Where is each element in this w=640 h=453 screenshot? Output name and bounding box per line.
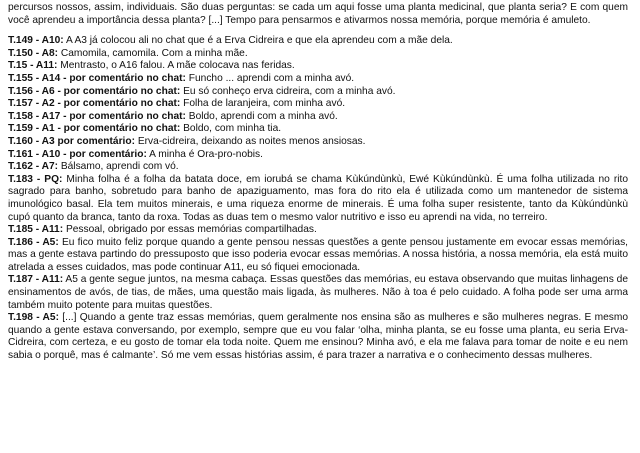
speaker-label: T.158 - A17 - por comentário no chat: [8,110,186,122]
entry-text: Boldo, com minha tia. [180,123,282,135]
transcript-entry [8,237,628,275]
entry-text: A minha é Ora-pro-nobis. [146,148,263,160]
speaker-label: T.183 - PQ: [8,173,63,185]
speaker-label: T.161 - A10 - por comentário: [8,148,147,160]
transcript-entry [8,86,628,99]
speaker-label: T.162 - A7: [8,161,59,173]
transcript-entry [8,161,628,174]
transcript-entry [8,35,628,48]
entry-text: Folha de laranjeira, com minha avó. [180,98,346,110]
transcript-entry [8,48,628,61]
speaker-label: T.198 - A5: [8,312,59,324]
entry-text: Eu só conheço erva cidreira, com a minha avó. [180,85,396,97]
entry-text: Pessoal, obrigado por essas memórias compartilhadas. [63,224,317,236]
transcript-entry [8,60,628,73]
speaker-label: T.155 - A14 - por comentário no chat: [8,72,186,84]
speaker-label: T.159 - A1 - por comentário no chat: [8,123,181,135]
speaker-label: T.185 - A11: [8,224,64,236]
entry-text: Erva-cidreira, deixando as noites menos ansiosas. [135,135,366,147]
speaker-label: T.160 - A3 por comentário: [8,135,135,147]
transcript-entry [8,174,628,224]
intro-paragraph: percursos nossos, assim, individuais. São duas perguntas: se cada um aqui fosse uma planta medicinal, que planta seria? E com quem você aprendeu a importância dessa planta? [...] Tempo para pensarmos e ativarmos nossa memória, porque memória é amuleto. [8,2,628,26]
transcript-entry [8,136,628,149]
speaker-label: T.187 - A11: [8,274,64,286]
speaker-label: T.15 - A11: [8,60,58,72]
speaker-label: T.157 - A2 - por comentário no chat: [8,98,181,110]
entry-text: A A3 já colocou ali no chat que é a Erva Cidreira e que ela aprendeu com a mãe dela. [63,35,453,47]
entry-text: Mentrasto, o A16 falou. A mãe colocava nas feridas. [57,60,295,72]
transcript-entry [8,149,628,162]
transcript-entry [8,111,628,124]
entry-text: A5 a gente segue juntos, na mesma cabaça. Essas questões das memórias, eu estava observando que muitas linhagens de ensinamentos de avós, de tias, de mães, uma questão mais ligada, às mulheres. Não à toa é pelo cuidado. A folha pode ser uma arma também muito potente para muitas questões. [8,274,628,311]
entry-text: Boldo, aprendi com a minha avó. [185,110,338,122]
entry-text: Camomila, camomila. Com a minha mãe. [58,47,248,59]
speaker-label: T.156 - A6 - por comentário no chat: [8,85,181,97]
transcript-entry [8,98,628,111]
paragraph-gap [8,27,628,35]
transcript-entry [8,274,628,312]
transcript-entry [8,312,628,362]
entry-text: Eu fico muito feliz porque quando a gente pensou nessas questões a gente pensou justamente em evocar essas memórias, mas a gente estava partindo do pressuposto que isso poderia evocar essas memórias. A nossa história, a nossa memória, ela está muito atrelada a esses cuidados, mas pode continuar A11, eu só fiquei emocionada. [8,236,629,273]
speaker-label: T.150 - A8: [8,47,59,59]
entry-text: Bálsamo, aprendi com vó. [58,161,179,173]
speaker-label: T.149 - A10: [8,35,64,47]
transcript-entry [8,123,628,136]
entry-text: [...] Quando a gente traz essas memórias, quem geralmente nos ensina são as mulheres e são mulheres negras. E mesmo quando a gente estava conversando, por exemplo, sempre que eu vou falar ‘olha, minha planta, se eu fosse uma planta, eu seria Erva-Cidreira, com certeza, e eu gosto de tomar ela toda noite. Quem me ensinou? Minha avó, e ela me falava para tomar de noite e eu nem sabia o porquê, mas é calmante’. Só me vem essas histórias assim, é para trazer a narrativa e o conhecimento dessas mulheres. [8,312,628,362]
entry-text: Funcho ... aprendi com a minha avó. [185,72,355,84]
transcript-entry [8,224,628,237]
transcript-entry [8,73,628,86]
entry-text: Minha folha é a folha da batata doce, em iorubá se chama Kùkúndùnkù, Ewé Kùkúndùnkù. É uma folha utilizada no rito sagrado para banho, sobretudo para banho de apaziguamento, mas fora do rito ela é utilizada como um mantenedor de sistema imunológico basal. Ela tem muitos minerais, e uma riqueza enorme de minerais. É uma folha super resistente, tanto da Kùkúndùnkù cupó quanto da branca, tanto da roxa. Todas as duas tem o mesmo valor nutritivo e isso eu aprendi na vida, no terreiro. [8,173,628,223]
speaker-label: T.186 - A5: [8,236,59,248]
